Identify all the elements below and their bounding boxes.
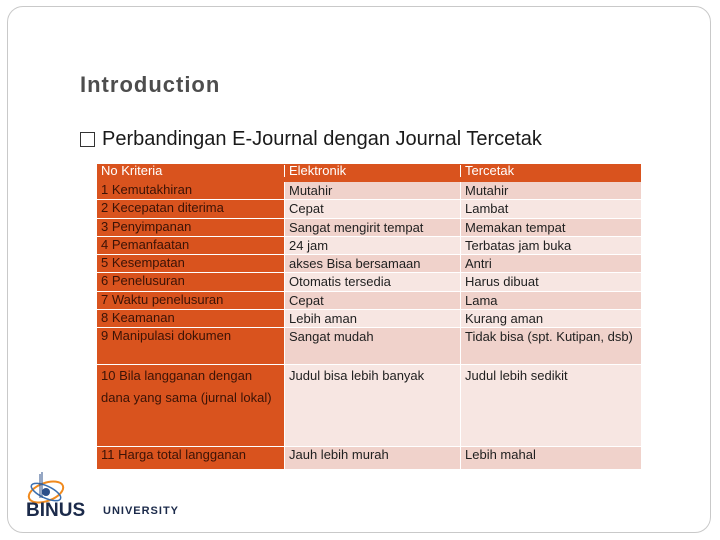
bullet-point: [80, 128, 542, 151]
cell-electronic: Judul bisa lebih banyak: [284, 365, 460, 447]
header-criteria: No Kriteria: [101, 165, 163, 177]
cell-criteria: 6 Penelusuran: [97, 273, 284, 291]
cell-criteria: 5 Kesempatan: [97, 255, 284, 273]
cell-printed: Judul lebih sedikit: [460, 365, 641, 447]
header-printed: Tercetak: [460, 165, 641, 177]
table-row: [97, 328, 641, 365]
cell-criteria: 10 Bila langganan dengan dana yang sama (jurnal lokal): [97, 365, 284, 447]
table-row: [97, 200, 641, 218]
cell-criteria: 3 Penyimpanan: [97, 219, 284, 237]
cell-printed: Harus dibuat: [460, 273, 641, 291]
table-row: [97, 255, 641, 273]
cell-printed: Kurang aman: [460, 310, 641, 328]
cell-criteria: 9 Manipulasi dokumen: [97, 328, 284, 365]
cell-printed: Memakan tempat: [460, 219, 641, 237]
cell-electronic: Lebih aman: [284, 310, 460, 328]
cell-criteria: 1 Kemutakhiran: [97, 182, 284, 200]
table-row: [97, 237, 641, 255]
cell-printed: Terbatas jam buka: [460, 237, 641, 255]
cell-electronic: Cepat: [284, 200, 460, 218]
cell-electronic: Otomatis tersedia: [284, 273, 460, 291]
table-row: [97, 447, 641, 469]
cell-criteria: 8 Keamanan: [97, 310, 284, 328]
cell-printed: Lebih mahal: [460, 447, 641, 469]
header-electronic: Elektronik: [284, 165, 460, 177]
table-row: [97, 365, 641, 447]
bullet-text: Perbandingan E-Journal dengan Journal Tercetak: [102, 128, 542, 150]
cell-printed: Lama: [460, 292, 641, 310]
cell-electronic: akses Bisa bersamaan: [284, 255, 460, 273]
cell-printed: Antri: [460, 255, 641, 273]
comparison-table: [97, 164, 641, 469]
logo-suffix-text: UNIVERSITY: [103, 505, 180, 517]
cell-electronic: Mutahir: [284, 182, 460, 200]
cell-criteria: 11 Harga total langganan: [97, 447, 284, 469]
table-row: [97, 219, 641, 237]
table-row: [97, 273, 641, 291]
cell-electronic: 24 jam: [284, 237, 460, 255]
cell-printed: Lambat: [460, 200, 641, 218]
table-row: [97, 310, 641, 328]
cell-criteria: 7 Waktu penelusuran: [97, 292, 284, 310]
cell-electronic: Sangat mengirit tempat: [284, 219, 460, 237]
cell-electronic: Sangat mudah: [284, 328, 460, 365]
cell-criteria: 2 Kecepatan diterima: [97, 200, 284, 218]
cell-electronic: Jauh lebih murah: [284, 447, 460, 469]
slide-title: Introduction: [80, 72, 221, 97]
cell-electronic: Cepat: [284, 292, 460, 310]
cell-printed: Tidak bisa (spt. Kutipan, dsb): [460, 328, 641, 365]
cell-printed: Mutahir: [460, 182, 641, 200]
cell-criteria: 4 Pemanfaatan: [97, 237, 284, 255]
checkbox-bullet-icon: [80, 132, 95, 147]
table-row: [97, 292, 641, 310]
table-header-row: [97, 164, 641, 182]
logo-brand-text: BINUS: [26, 500, 86, 521]
table-row: [97, 182, 641, 200]
